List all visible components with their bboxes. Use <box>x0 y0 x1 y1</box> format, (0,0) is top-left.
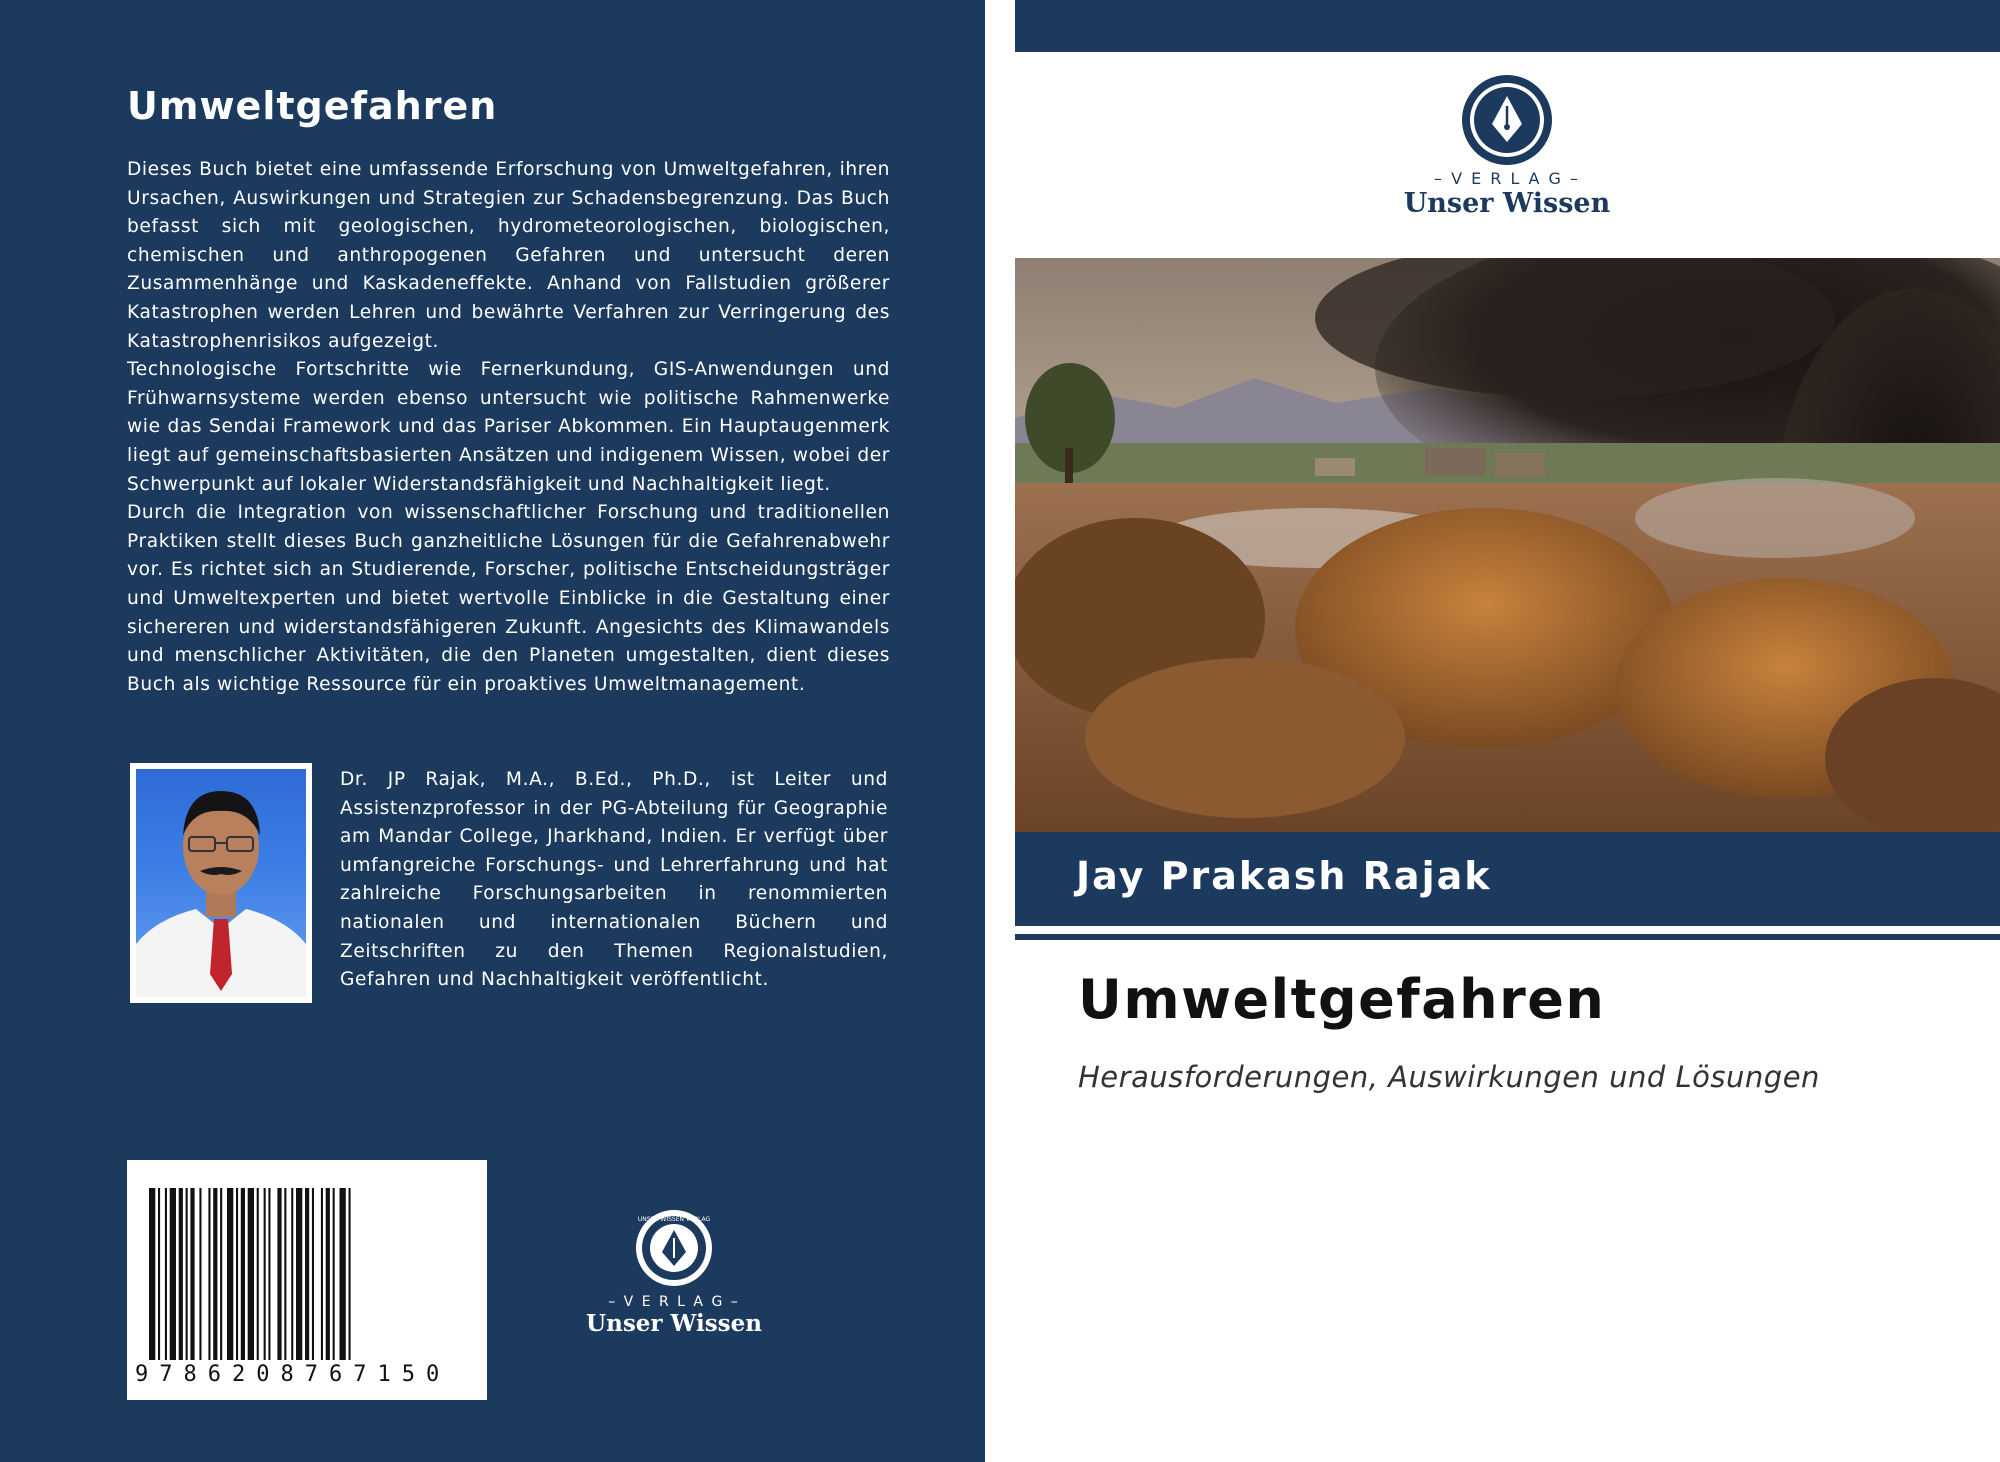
blurb-paragraph: Durch die Integration von wissenschaftlicher Forschung und traditionellen Praktiken stellt dieses Buch ganzheitliche Lösungen für die Gefahrenabwehr vor. Es richtet sich an Studierende, Forscher, politische Entscheidungsträger und Umweltexperten und bietet wertvolle Einblicke in die Gestaltung einer sichereren und widerstandsfähigeren Zukunft. Angesichts des Klimawandels und menschlicher Aktivitäten, die den Planeten umgestalten, dient dieses Buch als wichtige Ressource für ein proaktives Umweltmanagement. <box>127 502 890 695</box>
author-bio: Dr. JP Rajak, M.A., B.Ed., Ph.D., ist Leiter und Assistenzprofessor in der PG-Abteilung für Geographie am Mandar College, Jharkhand, Indien. Er verfügt über umfangreiche Forschungs- und Lehrerfahrung und hat zahlreiche Forschungsarbeiten in renommierten nationalen und internationalen Büchern und Zeitschriften zu den Themen Regionalstudien, Gefahren und Nachhaltigkeit veröffentlicht. <box>340 769 888 991</box>
back-cover <box>0 0 985 1462</box>
logo-ring-text: UNSER WISSEN VERLAG <box>637 1216 711 1223</box>
back-publisher-logo <box>566 1208 782 1338</box>
author-portrait-icon <box>136 769 306 997</box>
blurb-paragraph: Technologische Fortschritte wie Fernerkundung, GIS-Anwendungen und Frühwarnsysteme werden ebenso untersucht wie politische Rahmenwerke wie das Sendai Framework und das Pariser Abkommen. Ein Hauptaugenmerk liegt auf gemeinschaftsbasierten Ansätzen und indigenem Wissen, wobei der Schwerpunkt auf lokaler Widerstandsfähigkeit und Nachhaltigkeit liegt. <box>127 359 890 495</box>
author-name: Jay Prakash Rajak <box>1076 854 1492 898</box>
front-publisher-logo <box>1395 72 1620 222</box>
barcode-icon <box>127 1160 487 1360</box>
back-cover-blurb <box>127 156 890 699</box>
isbn-barcode <box>127 1160 487 1400</box>
front-top-bar <box>1015 0 2000 52</box>
book-subtitle: Herausforderungen, Auswirkungen und Lösungen <box>1078 1060 1820 1094</box>
landscape-smoke-image <box>1015 258 2000 832</box>
verlag-label: – V E R L A G – <box>608 1294 740 1310</box>
author-band <box>1015 832 2000 926</box>
cover-photo <box>1015 258 2000 832</box>
book-title: Umweltgefahren <box>1078 968 1606 1031</box>
blurb-paragraph: Dieses Buch bietet eine umfassende Erforschung von Umweltgefahren, ihren Ursachen, Auswirkungen und Strategien zur Schadensbegrenzung. Das Buch befasst sich mit geologischen, hydrometeorologischen, biologischen, chemischen und anthropogenen Gefahren und untersucht deren Zusammenhänge und Kaskadeneffekte. Anhand von Fallstudien größerer Katastrophen werden Lehren und bewährte Verfahren zur Verringerung des Katastrophenrisikos aufgezeigt. <box>127 159 890 352</box>
verlag-label: – V E R L A G – <box>1433 169 1581 188</box>
front-cover <box>1015 0 2000 1462</box>
back-cover-title: Umweltgefahren <box>127 84 498 128</box>
author-photo <box>130 763 312 1003</box>
publisher-name: Unser Wissen <box>586 1310 762 1337</box>
divider-rule <box>1015 934 2000 940</box>
publisher-name: Unser Wissen <box>1403 188 1611 219</box>
isbn-digits: 9786208767150 <box>135 1362 451 1387</box>
